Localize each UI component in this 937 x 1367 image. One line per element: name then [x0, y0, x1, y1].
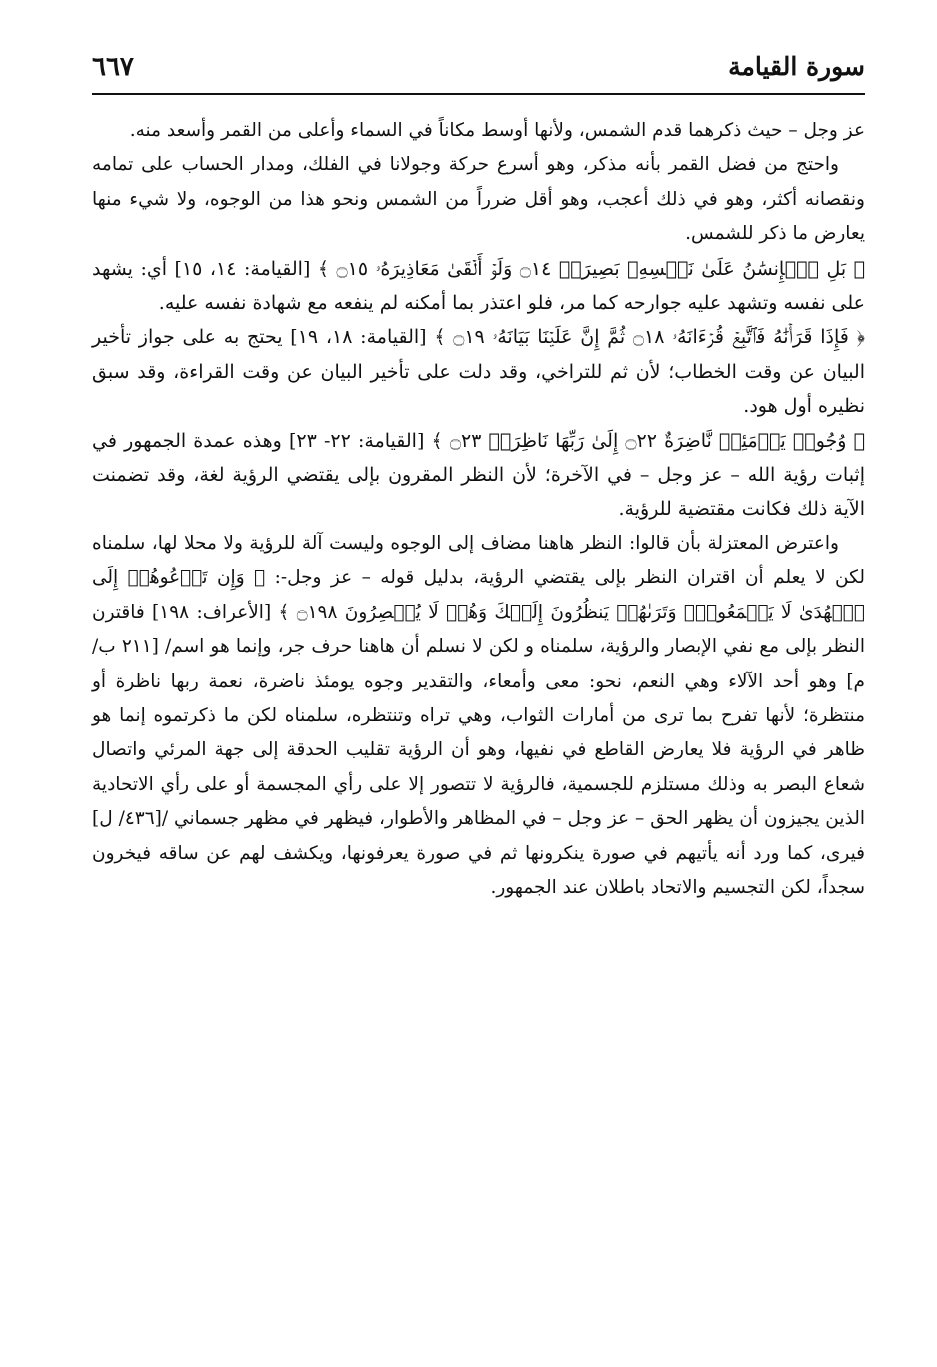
verse-paragraph-1: ﴿ بَلِ ٱلۡإِنسَٰنُ عَلَىٰ نَفۡسِهِۦ بَصِيرَةٞ ۝١٤ وَلَوۡ أَلۡقَىٰ مَعَاذِيرَهُۥ ۝١٥ ﴾ [القيامة: ١٤، ١٥] أي: يشهد على نفسه وتشهد عليه جوارحه كما مر، فلو اعتذر بما أمكنه لم ينفعه مع شهادة نفسه عليه. — [92, 257, 866, 315]
surah-title: سورة القيامة — [728, 52, 865, 81]
header-rule — [92, 93, 865, 95]
page-number: ٦٦٧ — [92, 52, 134, 82]
paragraph-1: عز وجل – حيث ذكرهما قدم الشمس، ولأنها أوسط مكاناً في السماء وأعلى من القمر وأسعد منه. — [129, 120, 865, 141]
page-body — [92, 114, 865, 905]
verse-paragraph-2: ﴿ فَإِذَا قَرَأۡنَٰهُ فَٱتَّبِعۡ قُرۡءَانَهُۥ ۝١٨ ثُمَّ إِنَّ عَلَيۡنَا بَيَانَهُۥ ۝١٩ ﴾ [القيامة: ١٨، ١٩] يحتج به على جواز تأخير البيان عن وقت الخطاب؛ لأن ثم للتراخي، وقد دلت على تأخير البيان عن وقت القراءة، وقد سبق نظيره أول هود. — [92, 326, 865, 418]
page-header — [92, 50, 865, 84]
paragraph-mutazila-objection: واعترض المعتزلة بأن قالوا: النظر هاهنا مضاف إلى الوجوه وليست آلة للرؤية ولا محلا لها، سلمناه لكن لا يعلم أن اقتران النظر بإلى يقتضي الرؤية، بدليل قوله – عز وجل-: ﴿ وَإِن تَدۡعُوهُمۡ إِلَى ٱلۡهُدَىٰ لَا يَسۡمَعُواْۖ وَتَرَىٰهُمۡ يَنظُرُونَ إِلَيۡكَ وَهُمۡ لَا يُبۡصِرُونَ ۝١٩٨ ﴾ [الأعراف: ١٩٨] فاقترن النظر بإلى مع نفي الإبصار والرؤية، سلمناه و لكن لا نسلم أن هاهنا حرف جر، وإنما هو اسم/ [٢١١ ب/م] وهو أحد الآلاء وهي النعم، نحو: معى وأمعاء، والتقدير وجوه يومئذ ناضرة، نعمة ربها ناظرة أو منتظرة؛ لأنها تفرح بما ترى من أمارات الثواب، وهي تراه وتنتظره، سلمناه لكن ما ذكرتموه إنما هو ظاهر في الرؤية فلا يعارض القاطع في نفيها، وهو أن الرؤية تقليب الحدقة إلى جهة المرئي واتصال شعاع البصر به وذلك مستلزم للجسمية، فالرؤية لا تتصور إلا على رأي المجسمة أو على رأي الاتحادية الذين يجيزون أن يظهر الحق – عز وجل – في المظاهر والأطوار، فيظهر في مظهر جسماني /[٤٣٦/ ل] فيرى، كما ورد أنه يأتيهم في صورة ينكرونها ثم في صورة يعرفونها، ويكشف لهم عن ساقه فيخرون سجداً، لكن التجسيم والاتحاد باطلان عند الجمهور. — [92, 532, 865, 898]
verse-paragraph-3: ﴿ وُجُوهٞ يَوۡمَئِذٖ نَّاضِرَةٌ ۝٢٢ إِلَىٰ رَبِّهَا نَاظِرَةٞ ۝٢٣ ﴾ [القيامة: ٢٢- ٢٣] وهذه عمدة الجمهور في إثبات رؤية الله – عز وجل – في الآخرة؛ لأن النظر المقرون بإلى يقتضي الرؤية لغة، وقد تضمنت الآية ذلك فكانت مقتضية للرؤية. — [92, 429, 865, 521]
paragraph-2: واحتج من فضل القمر بأنه مذكر، وهو أسرع حركة وجولانا في الفلك، ومدار الحساب على تمامه ونقصانه أكثر، وهو في ذلك أعجب، وهو أقل ضرراً من الشمس ونحو هذا من الوجوه، ولا شيء منها يعارض ما ذكر للشمس. — [92, 154, 865, 245]
